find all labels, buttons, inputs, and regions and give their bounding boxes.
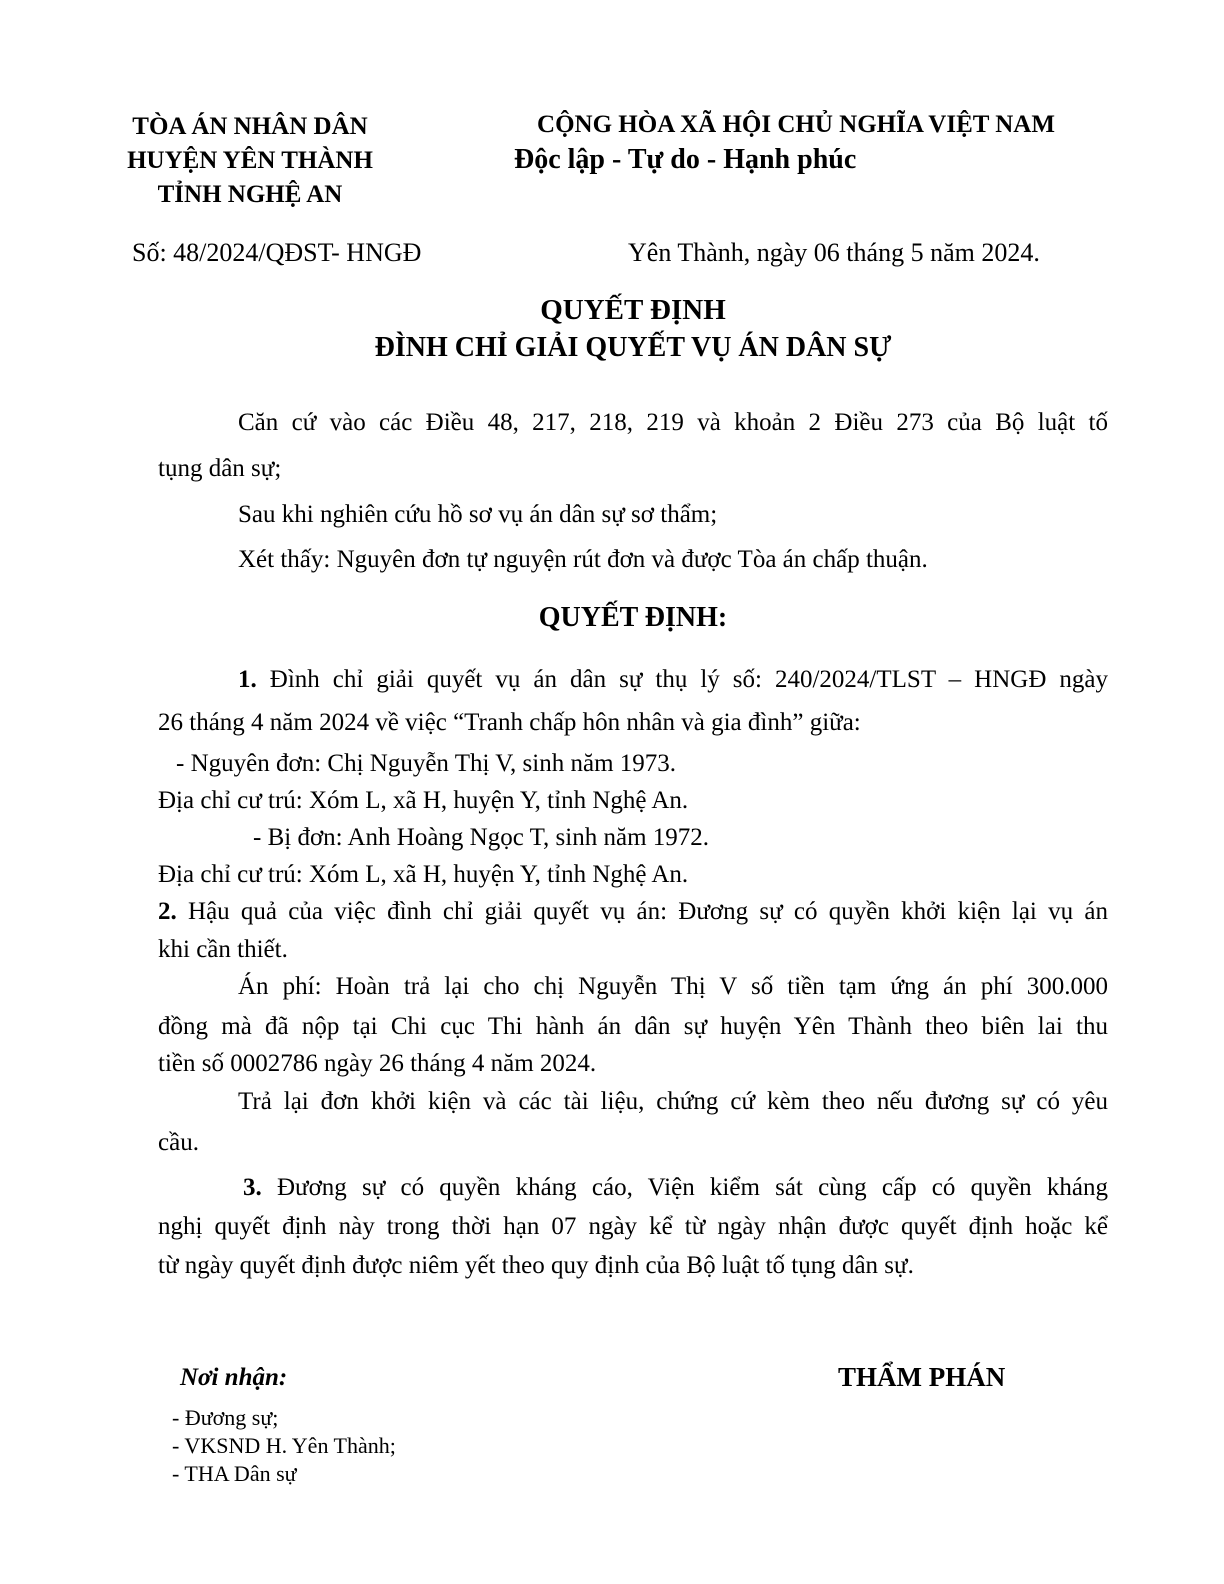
court-fee-line bbox=[158, 1047, 1108, 1080]
defendant-line bbox=[158, 821, 1108, 854]
text-run: đồng mà đã nộp tại Chi cục Thi hành án dân sự huyện Yên Thành theo biên lai thu bbox=[158, 1013, 1108, 1040]
decision-point-3 bbox=[158, 1210, 1108, 1243]
judge-title: THẨM PHÁN bbox=[838, 1362, 1006, 1392]
decision-point-3 bbox=[158, 1171, 1108, 1204]
national-motto-line: Độc lập - Tự do - Hạnh phúc bbox=[514, 144, 857, 175]
plaintiff-address-line bbox=[158, 784, 1108, 817]
court-name-line: HUYỆN YÊN THÀNH bbox=[127, 147, 373, 174]
text-run: Hậu quả của việc đình chỉ giải quyết vụ án: Đương sự có quyền khởi kiện lại vụ án bbox=[176, 898, 1108, 925]
legal-basis-line bbox=[158, 452, 1108, 485]
decision-heading bbox=[158, 601, 1108, 634]
text-run: - Bị đơn: Anh Hoàng Ngọc T, sinh năm 1972. bbox=[253, 824, 710, 851]
decision-point-3 bbox=[158, 1249, 1108, 1282]
return-documents-line bbox=[158, 1126, 1108, 1159]
preamble-line bbox=[158, 543, 1108, 576]
text-run: - Nguyên đơn: Chị Nguyễn Thị V, sinh năm 1973. bbox=[176, 750, 677, 777]
text-run: tụng dân sự; bbox=[158, 455, 282, 482]
text-run: Địa chỉ cư trú: Xóm L, xã H, huyện Y, tỉnh Nghệ An. bbox=[158, 861, 689, 888]
legal-basis-line bbox=[158, 406, 1108, 439]
decision-point-1 bbox=[158, 663, 1108, 696]
recipients-label: Nơi nhận: bbox=[180, 1364, 288, 1391]
text-run: từ ngày quyết định được niêm yết theo quy định của Bộ luật tố tụng dân sự. bbox=[158, 1252, 914, 1279]
court-fee-line bbox=[158, 1010, 1108, 1043]
bold-number-run: 3. bbox=[243, 1174, 262, 1201]
recipient-item: - Đương sự; bbox=[172, 1405, 279, 1430]
document-title bbox=[158, 292, 1108, 366]
text-run: QUYẾT ĐỊNH: bbox=[538, 602, 728, 633]
decision-point-1 bbox=[158, 706, 1108, 739]
document-number: Số: 48/2024/QĐST- HNGĐ bbox=[132, 238, 422, 267]
defendant-address-line bbox=[158, 858, 1108, 891]
text-run: Xét thấy: Nguyên đơn tự nguyện rút đơn và được Tòa án chấp thuận. bbox=[238, 546, 928, 573]
text-run: Trả lại đơn khởi kiện và các tài liệu, chứng cứ kèm theo nếu đương sự có yêu bbox=[238, 1088, 1108, 1115]
document-body bbox=[158, 0, 1108, 1584]
recipient-item: - THA Dân sự bbox=[172, 1461, 297, 1486]
title-line-1: QUYẾT ĐỊNH bbox=[540, 294, 726, 326]
text-run: 26 tháng 4 năm 2024 về việc “Tranh chấp hôn nhân và gia đình” giữa: bbox=[158, 709, 861, 736]
decision-point-2 bbox=[158, 933, 1108, 966]
court-name-line: TỈNH NGHỆ AN bbox=[157, 181, 343, 208]
text-run: khi cần thiết. bbox=[158, 936, 288, 963]
court-fee-line bbox=[158, 970, 1108, 1003]
title-line-2: ĐÌNH CHỈ GIẢI QUYẾT VỤ ÁN DÂN SỰ bbox=[374, 332, 892, 363]
text-run: Án phí: Hoàn trả lại cho chị Nguyễn Thị V số tiền tạm ứng án phí 300.000 bbox=[238, 973, 1108, 1000]
court-name-line: TÒA ÁN NHÂN DÂN bbox=[132, 113, 368, 140]
decision-point-2 bbox=[158, 895, 1108, 928]
text-run: Địa chỉ cư trú: Xóm L, xã H, huyện Y, tỉnh Nghệ An. bbox=[158, 787, 689, 814]
national-title-line: CỘNG HÒA XÃ HỘI CHỦ NGHĨA VIỆT NAM bbox=[537, 111, 1055, 138]
bold-number-run: 2. bbox=[158, 898, 177, 925]
text-run: nghị quyết định này trong thời hạn 07 ngày kể từ ngày nhận được quyết định hoặc kể bbox=[158, 1213, 1108, 1240]
text-run: tiền số 0002786 ngày 26 tháng 4 năm 2024. bbox=[158, 1050, 597, 1077]
recipient-item: - VKSND H. Yên Thành; bbox=[172, 1433, 396, 1458]
text-run: Đình chỉ giải quyết vụ án dân sự thụ lý số: 240/2024/TLST – HNGĐ ngày bbox=[256, 666, 1108, 693]
return-documents-line bbox=[158, 1085, 1108, 1118]
recipients-list bbox=[172, 1404, 396, 1488]
text-run: Căn cứ vào các Điều 48, 217, 218, 219 và khoản 2 Điều 273 của Bộ luật tố bbox=[238, 409, 1108, 436]
preamble-line bbox=[158, 498, 1108, 531]
text-run: cầu. bbox=[158, 1129, 199, 1156]
text-run: Đương sự có quyền kháng cáo, Viện kiểm sát cùng cấp có quyền kháng bbox=[261, 1174, 1108, 1201]
bold-number-run: 1. bbox=[238, 666, 257, 693]
plaintiff-line bbox=[158, 747, 1108, 780]
place-and-date: Yên Thành, ngày 06 tháng 5 năm 2024. bbox=[628, 238, 1040, 267]
text-run: Sau khi nghiên cứu hồ sơ vụ án dân sự sơ thẩm; bbox=[238, 501, 718, 528]
